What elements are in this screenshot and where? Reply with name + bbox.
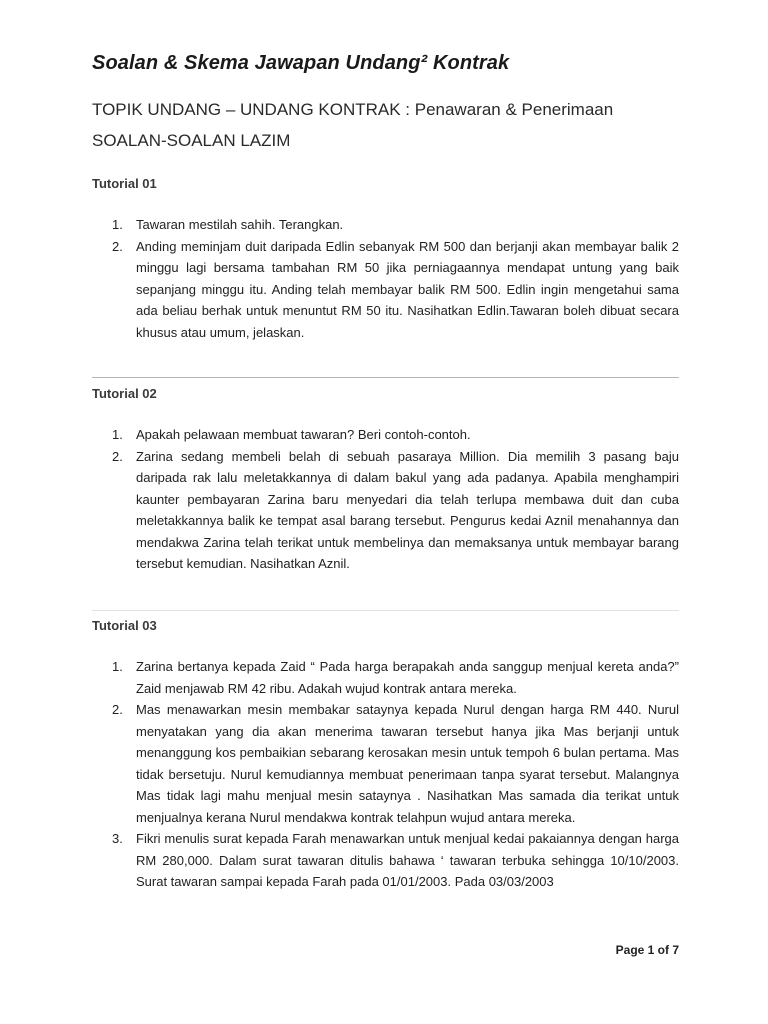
topic-line-1: TOPIK UNDANG – UNDANG KONTRAK : Penawaran & Penerimaan — [92, 100, 614, 119]
page-number: Page 1 of 7 — [615, 943, 679, 957]
list-item — [92, 656, 679, 699]
list-item — [92, 828, 679, 893]
list-item — [92, 699, 679, 828]
list-item — [92, 424, 679, 446]
document-page — [92, 48, 679, 156]
question-text: Fikri menulis surat kepada Farah menawarkan untuk menjual kedai pakaiannya dengan harga RM 280,000. Dalam surat tawaran ditulis bahawa ‘ tawaran terbuka sehingga 10/10/2003. Surat tawaran sampai kepada Farah pada 01/01/2003. Pada 03/03/2003 — [136, 831, 679, 889]
tutorial-01-questions — [92, 214, 679, 343]
section-divider — [92, 610, 679, 611]
question-text: Tawaran mestilah sahih. Terangkan. — [136, 217, 344, 232]
document-title: Soalan & Skema Jawapan Undang² Kontrak — [92, 52, 510, 74]
list-item — [92, 236, 679, 344]
list-item — [92, 214, 679, 236]
list-item — [92, 446, 679, 575]
question-number: 1. — [112, 217, 123, 232]
question-text: Mas menawarkan mesin membakar sataynya kepada Nurul dengan harga RM 440. Nurul menyatakan yang dia akan menerima tawaran tersebut hanya jika Mas berjanji untuk menanggung kos pembaikian sebarang kerosakan mesin untuk tempoh 6 bulan pertama. Mas tidak bersetuju. Nurul kemudiannya membuat penerimaan tanpa syarat tersebut. Malangnya Mas tidak lagi mahu menjual mesin sataynya . Nasihatkan Mas samada dia terikat untuk menjualnya kerana Nurul mendakwa kontrak telahpun wujud antara mereka. — [136, 702, 679, 825]
question-number: 3. — [112, 831, 123, 846]
question-number: 2. — [112, 238, 123, 254]
question-text: Zarina bertanya kepada Zaid “ Pada harga berapakah anda sanggup menjual kereta anda?” Zaid menjawab RM 42 ribu. Adakah wujud kontrak antara mereka. — [136, 659, 679, 696]
tutorial-01-label: Tutorial 01 — [92, 176, 157, 191]
question-number: 2. — [112, 702, 123, 717]
tutorial-03-questions — [92, 656, 679, 893]
topic-line-2: SOALAN-SOALAN LAZIM — [92, 131, 291, 150]
tutorial-03-label: Tutorial 03 — [92, 618, 157, 633]
question-text: Apakah pelawaan membuat tawaran? Beri contoh-contoh. — [136, 427, 471, 442]
question-number: 1. — [112, 659, 123, 674]
tutorial-02-questions — [92, 424, 679, 575]
topic-heading — [92, 94, 679, 156]
question-text: Zarina sedang membeli belah di sebuah pasaraya Million. Dia memilih 3 pasang baju daripada rak lalu meletakkannya di dalam bakul yang ada padanya. Apabila menghampiri kaunter pembayaran Zarina baru menyedari dia telah terlupa membawa duit dan cuba meletakkannya balik ke tempat asal barang tersebut. Pengurus kedai Aznil menahannya dan mendakwa Zarina telah terikat untuk membelinya dan memaksanya untuk membayar barang tersebut kemudian. Nasihatkan Aznil. — [136, 448, 679, 571]
tutorial-02-label: Tutorial 02 — [92, 386, 157, 401]
question-text: Anding meminjam duit daripada Edlin sebanyak RM 500 dan berjanji akan membayar balik 2 minggu lagi bersama tambahan RM 50 jika perniagaannya mendapat untung yang baik sepanjang minggu itu. Anding telah membayar balik RM 500. Edlin ingin mengetahui sama ada beliau berhak untuk menuntut RM 50 itu. Nasihatkan Edlin.Tawaran boleh dibuat secara khusus atau umum, jelaskan. — [136, 238, 679, 340]
question-number: 2. — [112, 448, 123, 464]
question-number: 1. — [112, 427, 123, 442]
section-divider — [92, 377, 679, 378]
